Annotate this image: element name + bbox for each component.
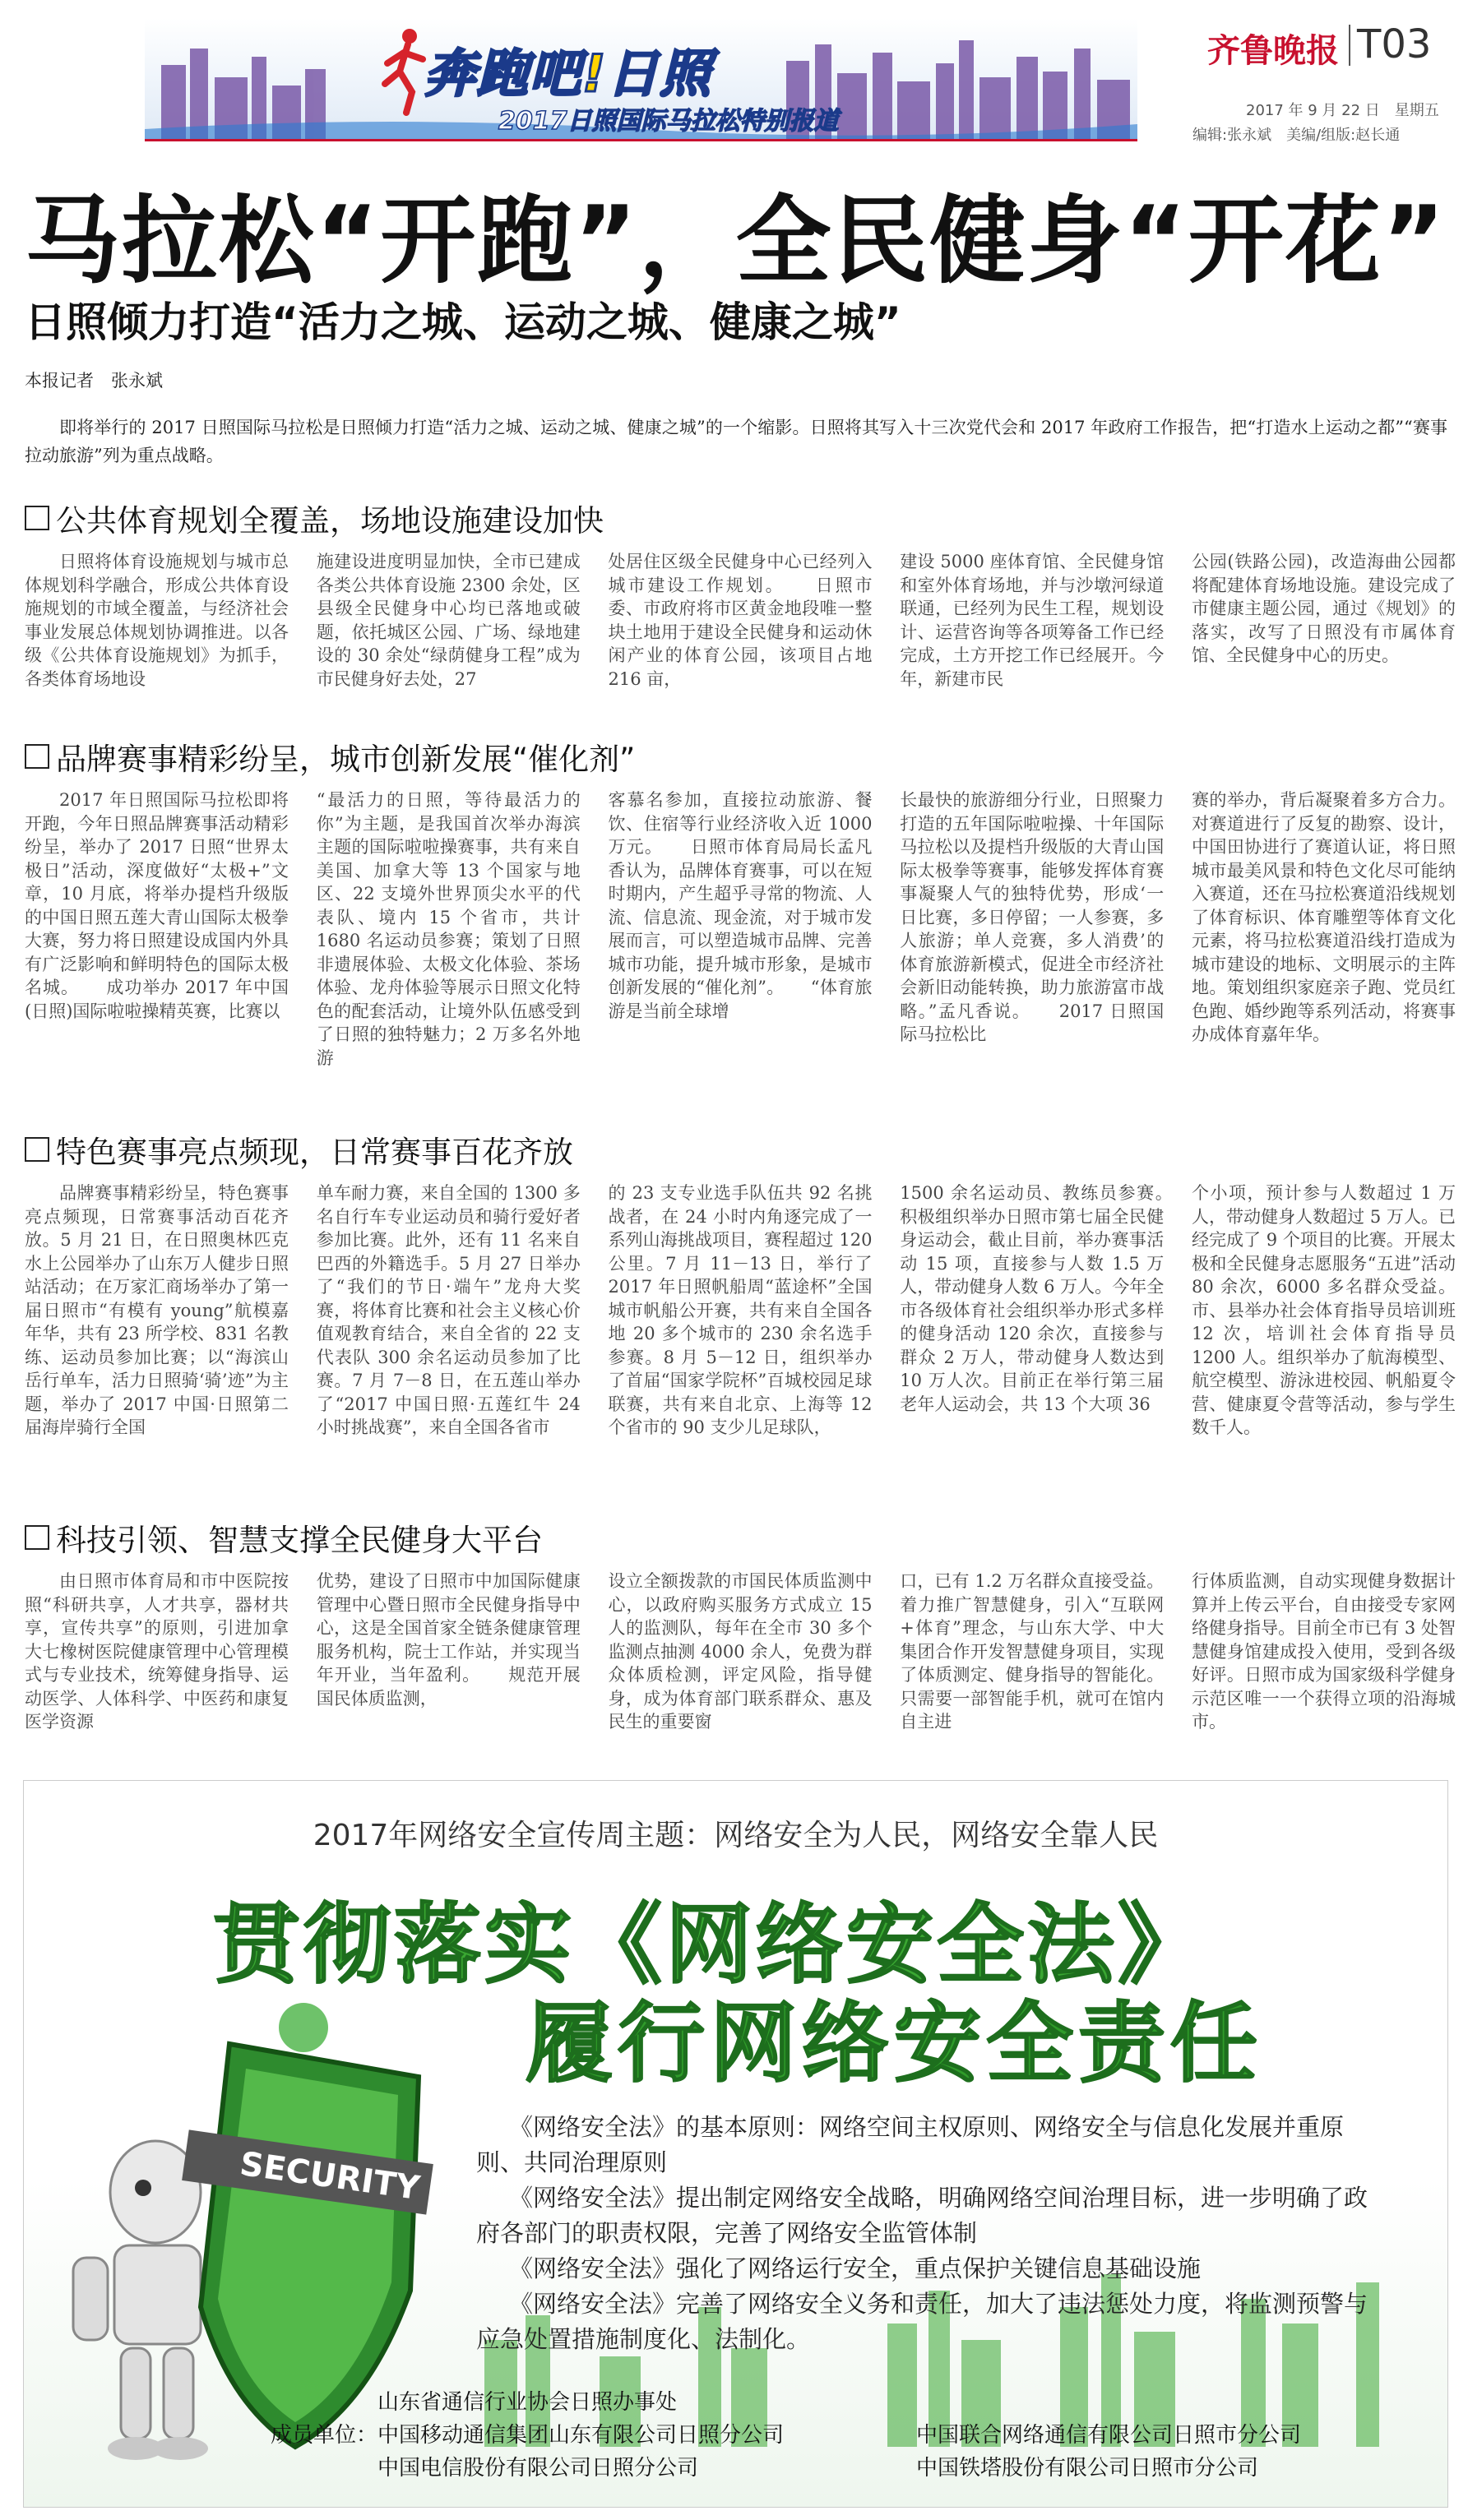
text-column: 长最快的旅游细分行业，日照聚力打造的五年国际啦啦操、十年国际马拉松以及提档升级版的大青山国际太极拳等赛事，能够发挥体育赛事凝聚人气的独特优势，形成‘一日比赛，多日停留；一人参赛，多人旅游；单人竞赛，多人消费’的体育旅游新模式，促进全市经济社会新旧动能转换，助力旅游富市战略。”孟凡香说。 2017 日照国际马拉松比 [900,790,1165,1044]
text-column: 行体质监测，自动实现健身数据计算并上传云平台，自由接受专家网络健身指导。目前全市已有 3 处智慧健身馆建成投入使用，受到各级好评。日照市成为国家级科学健身示范区唯一一个获得立项的沿海城市。 [1192,1571,1456,1732]
section-heading: 特色赛事亮点频现，日常赛事百花齐放 [25,1129,1456,1170]
text-column: 2017 年日照国际马拉松即将开跑，今年日照品牌赛事活动精彩纷呈，举办了 2017 日照“世界太极日”活动，深度做好“太极+”文章，10 月底，将举办提档升级版的中国日照五莲大青山国际太极拳大赛，努力将日照建设成国内外具有广泛影响和鲜明特色的国际太极名城。 成功举办 2017 年中国(日照)国际啦啦操精英赛，比赛以 [25,790,289,1021]
article-section-brand-events [25,736,1456,1101]
sub-headline: 日照倾力打造“活力之城、运动之城、健康之城” [25,298,901,346]
ad-members-label: 成员单位： [271,2423,378,2448]
special-report-banner [145,18,1137,141]
ad-slogan-2: 履行网络安全责任 [526,1993,1262,2094]
text-column: 品牌赛事精彩纷呈，特色赛事亮点频现，日常赛事活动百花齐放。5 月 21 日，在日照奥林匹克水上公园举办了山东万人健步日照站活动；在万家汇商场举办了第一届日照市“有模有 young”航模嘉年华，共有 23 所学校、831 名教练、运动员参加比赛；以“海滨山岳行单车，活力日照骑‘骑’迹”为主题，举办了 2017 中国·日照第二届海岸骑行全国 [25,1183,289,1437]
newspaper-masthead: 齐鲁晚报 [1207,31,1339,70]
text-column: 日照将体育设施规划与城市总体规划科学融合，形成公共体育设施规划的市域全覆盖，与经济社会事业发展总体规划协调推进。以各级《公共体育设施规划》为抓手，各类体育场地设 [25,552,289,689]
text-column: 口，已有 1.2 万名群众直接受益。着力推广智慧健身，引入“互联网+体育”理念，与山东大学、中大集团合作开发智慧健身项目，实现了体质测定、健身指导的智能化。只需要一部智能手机，就可在馆内自主进 [900,1571,1165,1732]
byline: 本报记者 张永斌 [25,371,163,391]
text-column: 优势，建设了日照市中加国际健康管理中心暨日照市全民健身指导中心，这是全国首家全链条健康管理服务机构，院士工作站，并实现当年开业，当年盈利。 规范开展国民体质监测， [316,1571,581,1709]
editor-credits: 编辑:张永斌 美编/组版:赵长通 [1192,127,1401,144]
text-column: 赛的举办，背后凝聚着多方合力。对赛道进行了反复的勘察、设计，中国田协进行了赛道认证，将日照城市最美风景和特色文化尽可能纳入赛道，还在马拉松赛道沿线规划了体育标识、体育雕塑等体育文化元素，将马拉松赛道沿线打造成为城市建设的地标、文明展示的主阵地。策划组织家庭亲子跑、党员红色跑、婚纱跑等系列活动，将赛事办成体育嘉年华。 [1192,790,1456,1044]
section-columns [25,550,1456,702]
ad-point: 《网络安全法》强化了网络运行安全，重点保护关键信息基础设施 [509,2254,1202,2282]
main-headline: 马拉松“开跑”，全民健身“开花” [25,186,1447,297]
ad-member: 中国电信股份有限公司日照分公司 [377,2456,699,2481]
lead-paragraph: 即将举行的 2017 日照国际马拉松是日照倾力打造“活力之城、运动之城、健康之城”的一个缩影。日照将其写入十三次党代会和 2017 年政府工作报告，把“打造水上运动之都”“赛事拉动旅游”列为重点战略。 [25,418,1447,465]
ad-theme: 2017年网络安全宣传周主题：网络安全为人民，网络安全靠人民 [313,1819,1159,1852]
section-columns [25,1181,1456,1494]
section-heading: 公共体育规划全覆盖，场地设施建设加快 [25,497,1456,539]
banner-subtitle: 2017日照国际马拉松特别报道 [498,107,839,136]
article-section-facilities [25,497,1456,702]
ad-point: 《网络安全法》提出制定网络安全战略，明确网络空间治理目标，进一步明确了政府各部门的职责权限，完善了网络安全监管体制 [476,2184,1368,2247]
text-column: 公园(铁路公园)，改造海曲公园都将配建体育场地设施。建设完成了市健康主题公园，通过《规划》的落实，改写了日照没有市属体育馆、全民健身中心的历史。 [1192,552,1456,665]
text-column: 设立全额拨款的市国民体质监测中心，以政府购买服务方式成立 15 人的监测队，每年在全市 30 多个监测点抽测 4000 余人，免费为群众体质检测，评定风险，指导健身，成为体育部门联系群众、惠及民生的重要窗 [608,1571,873,1732]
text-column: 的 23 支专业选手队伍共 92 名挑战者，在 24 小时内角逐完成了一系列山海挑战项目，赛程超过 120 公里。7 月 11－13 日，举行了 2017 年日照帆船周“蓝途杯”全国城市帆船公开赛，共有来自全国各地 20 多个城市的 230 余名选手参赛。8 月 5－12 日，组织举办了首届“国家学院杯”百城校园足球联赛，共有来自北京、上海等 12 个省市的 90 支少儿足球队， [608,1183,873,1437]
robot-graphic [73,2141,208,2460]
ad-point: 《网络安全法》的基本原则：网络空间主权原则、网络安全与信息化发展并重原则、共同治理原则 [476,2113,1345,2176]
masthead-divider [1349,25,1350,66]
text-column: 1500 余名运动员、教练员参赛。 积极组织举办日照市第七届全民健身运动会，截止目前，举办赛事活动 15 项，直接参与人数 1.5 万人，带动健身人数 6 万人。今年全市各级体育社会组织举办形式多样的健身活动 120 余次，直接参与群众 2 万人，带动健身人数达到 10 万人次。目前正在举行第三届老年人运动会，共 13 个大项 36 [900,1183,1199,1414]
ad-member: 中国铁塔股份有限公司日照市分公司 [916,2456,1259,2481]
text-column: 个小项，预计参与人数超过 1 万人，带动健身人数超过 5 万人。已经完成了 9 个项目的比赛。开展太极和全民健身志愿服务“五进”活动 80 余次，6000 多名群众受益。市、县举办社会体育指导员培训班 12 次，培训社会体育指导员 1200 人。组织举办了航海模型、航空模型、游泳进校园、帆船夏令营、健康夏令营等活动，参与学生数千人。 [1192,1183,1456,1437]
section-columns [25,788,1456,1101]
text-column: 由日照市体育局和市中医院按照“科研共享，人才共享，器材共享，宣传共享”的原则，引进加拿大七橡树医院健康管理中心管理模式与专业技术，统筹健身指导、运动医学、人体科学、中医药和康复医学资源 [25,1571,289,1732]
text-column: 处居住区级全民健身中心已经列入城市建设工作规划。 日照市委、市政府将市区黄金地段唯一整块土地用于建设全民健身和运动休闲产业的体育公园，该项目占地 216 亩， [608,552,873,689]
text-column: 单车耐力赛，来自全国的 1300 多名自行车专业运动员和骑行爱好者参加比赛。此外，还有 11 名来自巴西的外籍选手。5 月 27 日举办了“我们的节日·端午”龙舟大奖赛，将体育比赛和社会主义核心价值观教育结合，来自全省的 22 支代表队 300 余名运动员参加了比赛。7 月 7－8 日，在五莲山举办了“2017 中国日照·五莲红牛 24 小时挑战赛”，来自全国各省市 [316,1183,581,1437]
page-number: T03 [1357,21,1432,67]
ad-organizer: 山东省通信行业协会日照办事处 [377,2390,678,2415]
ad-point: 《网络安全法》完善了网络安全义务和责任，加大了违法惩处力度，将监测预警与应急处置措施制度化、法制化。 [476,2290,1368,2353]
ad-slogan-1: 贯彻落实《网络安全法》 [213,1894,1208,1995]
text-column: 建设 5000 座体育馆、全民健身馆和室外体育场地，并与沙墩河绿道联通，已经列为民生工程，规划设计、运营咨询等各项筹备工作已经完成，土方开挖工作已经展开。今年，新建市民 [900,552,1165,689]
checkbox-icon [25,506,49,530]
cybersecurity-advertisement [23,1780,1448,2508]
section-columns [25,1570,1456,1771]
section-heading: 科技引领、智慧支撑全民健身大平台 [25,1517,1456,1558]
article-section-smart-fitness [25,1517,1456,1771]
shield-label: SECURITY [237,2144,423,2208]
section-heading: 品牌赛事精彩纷呈，城市创新发展“催化剂” [25,736,1456,777]
text-column: “最活力的日照，等待最活力的你”为主题，是我国首次举办海滨主题的国际啦啦操赛事，共有来自美国、加拿大等 13 个国家与地区、22 支境外世界顶尖水平的代表队、境内 15 个省市，共计 1680 名运动员参赛；策划了日照非遗展体验、太极文化体验、茶场体验、龙舟体验等展示日照文化特色的配套活动，让境外队伍感受到了日照的独特魅力；2 万多名外地游 [316,790,581,1068]
issue-date: 2017 年 9 月 22 日 星期五 [1246,102,1439,119]
checkbox-icon [25,1525,49,1550]
checkbox-icon [25,1137,49,1162]
article-section-featured-events [25,1129,1456,1494]
ad-member: 中国联合网络通信有限公司日照市分公司 [916,2423,1302,2448]
checkbox-icon [25,744,49,769]
text-column: 施建设进度明显加快，全市已建成各类公共体育设施 2300 余处，区县级全民健身中心均已落地或破题，依托城区公园、广场、绿地建设的 30 余处“绿荫健身工程”成为市民健身好去处，27 [316,552,581,689]
ad-member: 中国移动通信集团山东有限公司日照分公司 [377,2423,785,2448]
text-column: 客慕名参加，直接拉动旅游、餐饮、住宿等行业经济收入近 1000 万元。 日照市体育局局长孟凡香认为，品牌体育赛事，可以在短时期内，产生超乎寻常的物流、人流、信息流、现金流，对于城市发展而言，可以塑造城市品牌、完善城市功能，提升城市形象，是城市创新发展的“催化剂”。 “体育旅游是当前全球增 [608,790,873,1021]
banner-title: 奔跑吧!日照 [424,44,713,104]
